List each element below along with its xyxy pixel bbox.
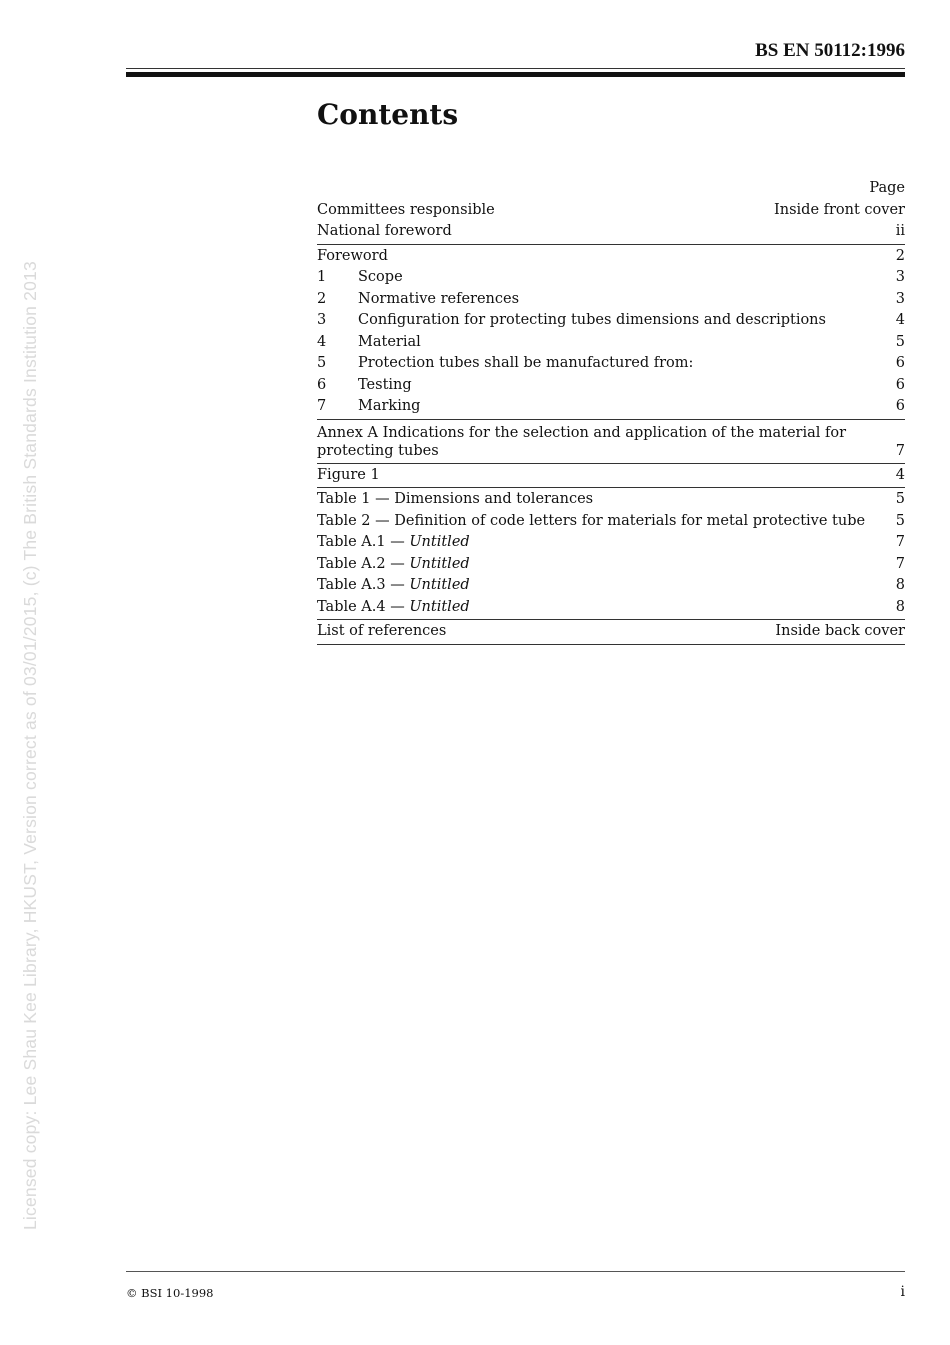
table-prefix: Table A.4 — [317, 598, 410, 615]
clause-title: Protection tubes shall be manufactured from: [358, 355, 694, 371]
footer-page-number: i [900, 1284, 905, 1300]
toc-entry-page: 4 [895, 312, 905, 328]
toc-entry-label: List of references [317, 623, 447, 639]
table-title: Untitled [409, 577, 470, 593]
toc-clause-entry[interactable] [317, 267, 905, 289]
toc-entry-page: 6 [895, 355, 905, 371]
toc-annex-entry[interactable] [317, 421, 905, 462]
toc-clause-entry[interactable] [317, 289, 905, 311]
footer-copyright: © BSI 10-1998 [126, 1286, 214, 1300]
toc-entry-page: 7 [895, 534, 905, 550]
table-prefix: Table 2 — [317, 512, 395, 529]
toc-entry-page: 6 [895, 376, 905, 393]
toc-clause-entry[interactable] [317, 375, 905, 397]
document-code: BS EN 50112:1996 [755, 40, 905, 61]
license-watermark: Licensed copy: Lee Shau Kee Library, HKUST, Version correct as of 03/01/2015, (c) The British Standards Institution 2013 [20, 261, 40, 1230]
toc-entry-label: Committees responsible [317, 201, 495, 218]
toc-entry-foreword[interactable] [317, 246, 905, 268]
table-prefix: Table A.1 — [317, 534, 410, 550]
header-rule-thin [126, 68, 905, 69]
toc-figure-entry[interactable] [317, 465, 905, 487]
toc-entry-page: 3 [895, 290, 905, 307]
toc-entry-page: 5 [895, 333, 905, 350]
toc-clause-entry[interactable] [317, 396, 905, 418]
clause-number: 7 [317, 398, 327, 414]
clause-title: Scope [358, 269, 403, 285]
toc-clause-entry[interactable] [317, 353, 905, 375]
table-title: Dimensions and tolerances [394, 491, 594, 507]
toc-references-entry[interactable] [317, 621, 905, 643]
toc-entry[interactable] [317, 200, 905, 222]
toc-table-entry[interactable] [317, 597, 905, 619]
clause-number: 2 [317, 290, 327, 307]
page-title: Contents [317, 98, 459, 131]
toc-table-entry[interactable] [317, 532, 905, 554]
clause-number: 3 [317, 312, 327, 328]
table-prefix: Table 1 — [317, 491, 395, 507]
toc-table-entry[interactable] [317, 511, 905, 533]
toc-table-entry[interactable] [317, 554, 905, 576]
annex-title-line-1: Annex A Indications for the selection and application of the material for [317, 424, 847, 441]
toc-clause-entry[interactable] [317, 332, 905, 354]
clause-number: 6 [317, 376, 327, 393]
toc-clause-entry[interactable] [317, 310, 905, 332]
clause-number: 5 [317, 355, 327, 371]
toc-entry-page: Inside front cover [774, 201, 905, 218]
table-title: Untitled [409, 598, 470, 615]
clause-title: Material [358, 333, 421, 350]
toc-entry-page: 6 [895, 398, 905, 414]
footer-rule [126, 1271, 905, 1272]
toc-annex-group [317, 421, 905, 464]
toc-entry-page: Inside back cover [775, 623, 905, 639]
toc-entry-page: 8 [895, 577, 905, 593]
toc-tables-group [317, 489, 905, 620]
toc-entry-label: Figure 1 [317, 466, 380, 483]
toc-page-header-row [317, 178, 905, 200]
table-title: Definition of code letters for materials for metal protective tube [394, 512, 866, 529]
toc-entry-page: 8 [895, 598, 905, 615]
toc-table-entry[interactable] [317, 575, 905, 597]
clause-title: Normative references [358, 290, 520, 307]
table-prefix: Table A.3 — [317, 577, 410, 593]
toc-entry-page: 7 [895, 555, 905, 572]
toc-entry[interactable] [317, 221, 905, 243]
annex-title-line-2: protecting tubes [317, 442, 439, 459]
toc-table-entry[interactable] [317, 489, 905, 511]
toc-entry-label: Foreword [317, 247, 388, 264]
table-title: Untitled [409, 555, 470, 572]
clause-title: Marking [358, 398, 421, 414]
toc-figures-group [317, 465, 905, 489]
clause-number: 1 [317, 269, 327, 285]
toc-entry-label: National foreword [317, 223, 452, 239]
clause-title: Configuration for protecting tubes dimensions and descriptions [358, 312, 826, 328]
clause-number: 4 [317, 333, 327, 350]
header-rule-thick [126, 72, 905, 77]
toc-references-group [317, 621, 905, 645]
table-prefix: Table A.2 — [317, 555, 410, 572]
table-of-contents [317, 178, 905, 646]
table-title: Untitled [409, 534, 470, 550]
toc-entry-page: 4 [895, 466, 905, 483]
toc-entry-page: 3 [895, 269, 905, 285]
toc-entry-page: 5 [895, 512, 905, 529]
toc-entry-page: ii [895, 223, 905, 239]
toc-entry-page: 2 [895, 247, 905, 264]
clause-title: Testing [358, 376, 412, 393]
toc-clauses-group [317, 246, 905, 420]
toc-entry-page: 5 [895, 491, 905, 507]
toc-entry-page: 7 [895, 442, 905, 459]
toc-page-column-header: Page [869, 180, 905, 196]
toc-front-matter-group [317, 200, 905, 245]
